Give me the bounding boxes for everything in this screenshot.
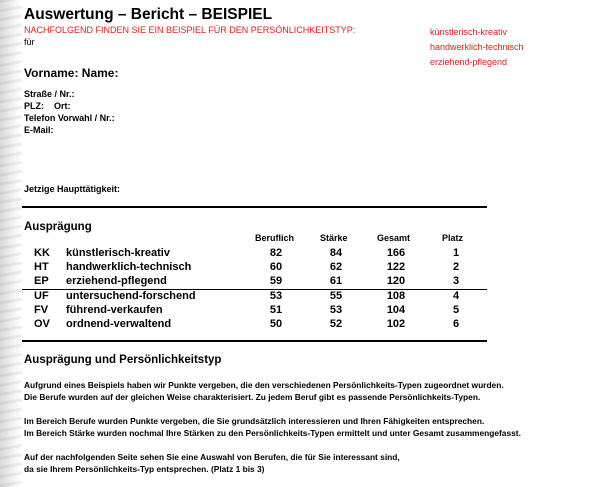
gesamt-value: 108	[386, 290, 406, 302]
name-label: Vorname: Name:	[24, 66, 119, 80]
col-header-platz: Platz	[442, 233, 464, 243]
beruflich-value: 51	[269, 304, 283, 316]
type-code: KK	[34, 247, 50, 259]
section-divider	[22, 206, 487, 208]
type-code: UF	[34, 290, 49, 302]
main-activity-label: Jetzige Haupttätigkeit:	[24, 184, 121, 194]
type-name: handwerklich-technisch	[66, 261, 192, 273]
gesamt-value: 122	[386, 261, 406, 273]
beruflich-value: 60	[269, 261, 283, 273]
personality-heading: Ausprägung und Persönlichkeitstyp	[24, 354, 222, 366]
table-row	[30, 318, 490, 332]
email-label: E-Mail:	[24, 125, 54, 135]
address-block	[24, 88, 115, 136]
beruflich-value: 53	[269, 290, 283, 302]
type-code: EP	[34, 275, 49, 287]
type-code: FV	[34, 304, 49, 316]
staerke-value: 52	[329, 318, 343, 330]
beruflich-value: 59	[269, 275, 283, 287]
example-subtitle: NACHFOLGEND FINDEN SIE EIN BEISPIEL FÜR DEN PERSÖNLICHKEITSTYP:	[24, 25, 356, 35]
paragraph	[24, 380, 504, 403]
type-name: künstlerisch-kreativ	[66, 247, 170, 259]
beruflich-value: 82	[269, 247, 283, 259]
table-row	[30, 290, 490, 304]
street-label: Straße / Nr.:	[24, 89, 75, 99]
staerke-value: 61	[329, 275, 343, 287]
type-name: erziehend-pflegend	[66, 275, 167, 287]
platz-value: 3	[452, 275, 460, 287]
paragraph-line: Aufgrund eines Beispiels haben wir Punkte vergeben, die den verschiedenen Persönlichkeits-Typen zugeordnet wurden.	[24, 380, 504, 390]
paragraph	[24, 452, 400, 475]
type-item: künstlerisch-kreativ	[430, 27, 508, 37]
type-code: OV	[34, 318, 50, 330]
type-name: untersuchend-forschend	[66, 290, 196, 302]
col-header-staerke: Stärke	[320, 233, 348, 243]
table-row	[30, 275, 490, 289]
staerke-value: 84	[329, 247, 343, 259]
section-divider	[22, 340, 487, 342]
type-item: handwerklich-technisch	[430, 42, 524, 52]
paragraph-line: Im Bereich Berufe wurden Punkte vergeben, die Sie grundsätzlich interessieren und Ihren Fähigkeiten entsprechen.	[24, 416, 485, 426]
table-row	[30, 261, 490, 275]
personality-types-list	[430, 25, 524, 70]
paragraph-line: da sie Ihrem Persönlichkeits-Typ entsprechen. (Platz 1 bis 3)	[24, 463, 265, 474]
for-label: für	[24, 37, 35, 47]
beruflich-value: 50	[269, 318, 283, 330]
paragraph-line: Auf der nachfolgenden Seite sehen Sie eine Auswahl von Berufen, die für Sie interessant sind,	[24, 452, 400, 462]
type-name: führend-verkaufen	[66, 304, 163, 316]
auspraegung-heading: Ausprägung	[24, 221, 92, 233]
table-row	[30, 304, 490, 318]
page-title: Auswertung – Bericht – BEISPIEL	[24, 6, 273, 23]
col-header-gesamt: Gesamt	[377, 233, 411, 243]
platz-value: 2	[452, 261, 460, 273]
table-row	[30, 247, 490, 261]
type-code: HT	[34, 261, 49, 273]
zip-city-label: PLZ: Ort:	[24, 101, 71, 111]
page-edge-decoration	[0, 0, 22, 487]
gesamt-value: 166	[386, 247, 406, 259]
paragraph	[24, 416, 521, 439]
platz-value: 5	[452, 304, 460, 316]
type-name: ordnend-verwaltend	[66, 318, 172, 330]
col-header-beruflich: Beruflich	[255, 233, 295, 243]
staerke-value: 62	[329, 261, 343, 273]
gesamt-value: 104	[386, 304, 406, 316]
paragraph-line: Im Bereich Stärke wurden nochmal Ihre Stärken zu den Persönlichkeits-Typen ermittelt und unter Gesamt zusammengefasst.	[24, 427, 521, 438]
gesamt-value: 102	[386, 318, 406, 330]
staerke-value: 53	[329, 304, 343, 316]
gesamt-value: 120	[386, 275, 406, 287]
phone-label: Telefon Vorwahl / Nr.:	[24, 113, 115, 123]
staerke-value: 55	[329, 290, 343, 302]
paragraph-line: Die Berufe wurden auf der gleichen Weise charakterisiert. Zu jedem Beruf gibt es passende Persönlichkeits-Typen.	[24, 391, 481, 402]
platz-value: 4	[452, 290, 460, 302]
platz-value: 6	[452, 318, 460, 330]
type-item: erziehend-pflegend	[430, 57, 508, 67]
platz-value: 1	[452, 247, 460, 259]
